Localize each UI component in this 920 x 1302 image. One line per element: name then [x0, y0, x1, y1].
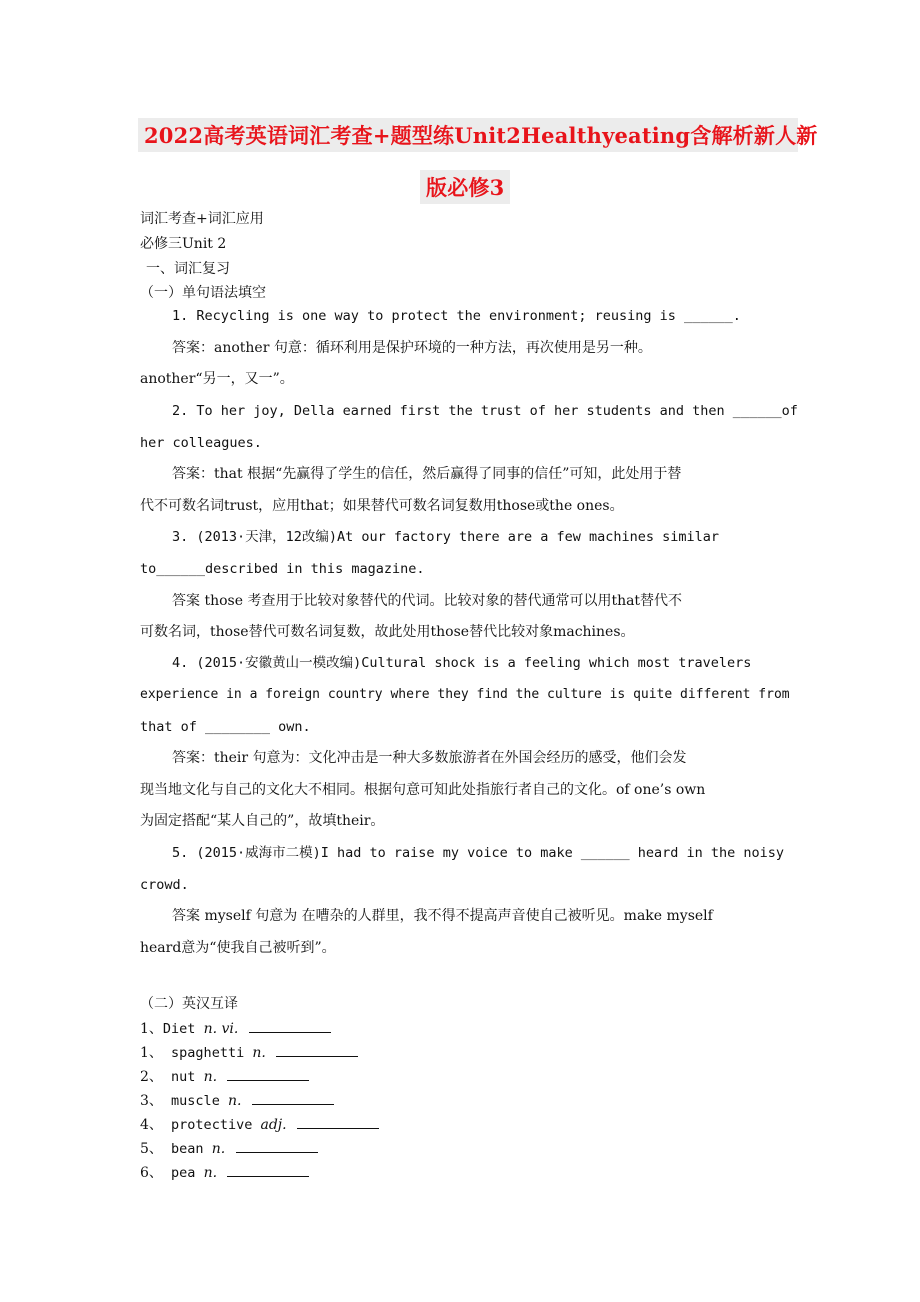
vocab-word: pea	[162, 1165, 204, 1181]
answer-blank[interactable]	[252, 1092, 334, 1105]
title-line-1: 2022高考英语词汇考查+题型练Unit2Healthyeating含解析新人新	[138, 118, 798, 152]
answer-blank[interactable]	[249, 1020, 331, 1033]
answer-1-cont: another“另一，又一”。	[140, 371, 294, 387]
vocab-pos: n.	[227, 1093, 242, 1109]
vocab-number: 3、	[140, 1093, 163, 1109]
answer-5: 答案 myself 句意为 在嘈杂的人群里，我不得不提高声音使自己被听见。make myself	[172, 908, 713, 924]
vocab-pos: n.	[203, 1069, 218, 1085]
question-2: 2. To her joy, Della earned first the trust of her students and then ______of	[172, 403, 798, 419]
vocab-number: 5、	[140, 1141, 163, 1157]
answer-blank[interactable]	[297, 1116, 379, 1129]
question-4-cont2: that of ________ own.	[140, 719, 311, 735]
answer-4-cont: 现当地文化与自己的文化大不相同。根据句意可知此处指旅行者自己的文化。of one’s own	[140, 782, 706, 798]
vocab-item	[140, 1140, 318, 1158]
answer-3-cont: 可数名词，those替代可数名词复数，故此处用those替代比较对象machines。	[140, 624, 635, 640]
question-3: 3. (2013·天津，12改编)At our factory there are a few machines similar	[172, 529, 720, 545]
vocab-word: Diet	[162, 1021, 204, 1037]
vocab-pos: adj.	[260, 1117, 287, 1133]
vocab-number: 6、	[140, 1165, 163, 1181]
answer-4: 答案：their 句意为：文化冲击是一种大多数旅游者在外国会经历的感受，他们会发	[172, 750, 687, 766]
answer-blank[interactable]	[236, 1140, 318, 1153]
part2-heading: （二）英汉互译	[140, 996, 238, 1012]
part1-heading: 一、词汇复习	[146, 261, 230, 277]
title-line-2: 版必修3	[420, 170, 510, 204]
question-3-cont: to______described in this magazine.	[140, 561, 425, 577]
answer-3: 答案 those 考查用于比较对象替代的代词。比较对象的替代通常可以用that替代不	[172, 593, 683, 609]
question-2-cont: her colleagues.	[140, 435, 262, 451]
question-4: 4. (2015·安徽黄山一模改编)Cultural shock is a feeling which most travelers	[172, 655, 752, 671]
question-1: 1. Recycling is one way to protect the environment; reusing is ______.	[172, 308, 741, 324]
vocab-word: spaghetti	[162, 1045, 253, 1061]
vocab-pos: n. vi.	[203, 1021, 239, 1037]
vocab-pos: n.	[211, 1141, 226, 1157]
unit-label: 必修三Unit 2	[140, 236, 227, 252]
vocab-word: muscle	[162, 1093, 228, 1109]
answer-4-cont2: 为固定搭配“某人自己的”，故填their。	[140, 813, 385, 829]
question-5: 5. (2015·威海市二模)I had to raise my voice to make ______ heard in the noisy	[172, 845, 785, 861]
answer-2-cont: 代不可数名词trust，应用that；如果替代可数名词复数用those或the ones。	[140, 498, 624, 514]
answer-2: 答案：that 根据“先赢得了学生的信任，然后赢得了同事的信任”可知，此处用于替	[172, 466, 682, 482]
sub1-heading: （一）单句语法填空	[140, 285, 266, 301]
answer-blank[interactable]	[227, 1068, 309, 1081]
vocab-item	[140, 1020, 331, 1038]
vocab-item	[140, 1116, 379, 1134]
question-4-cont: experience in a foreign country where they find the culture is quite different from	[140, 687, 790, 702]
answer-blank[interactable]	[227, 1164, 309, 1177]
vocab-item	[140, 1044, 358, 1062]
vocab-number: 2、	[140, 1069, 163, 1085]
vocab-item	[140, 1092, 334, 1110]
vocab-item	[140, 1164, 309, 1182]
vocab-item	[140, 1068, 309, 1086]
section-label: 词汇考查+词汇应用	[140, 211, 264, 227]
vocab-number: 1、	[140, 1045, 163, 1061]
vocab-pos: n.	[252, 1045, 266, 1061]
vocab-number: 4、	[140, 1117, 163, 1133]
answer-blank[interactable]	[276, 1044, 358, 1057]
answer-1: 答案：another 句意：循环利用是保护环境的一种方法，再次使用是另一种。	[172, 340, 652, 356]
vocab-word: nut	[162, 1069, 204, 1085]
vocab-number: 1、	[140, 1021, 163, 1037]
vocab-pos: n.	[203, 1165, 218, 1181]
answer-5-cont: heard意为“使我自己被听到”。	[140, 940, 336, 956]
question-5-cont: crowd.	[140, 877, 189, 893]
vocab-word: protective	[162, 1117, 261, 1133]
vocab-word: bean	[162, 1141, 212, 1157]
